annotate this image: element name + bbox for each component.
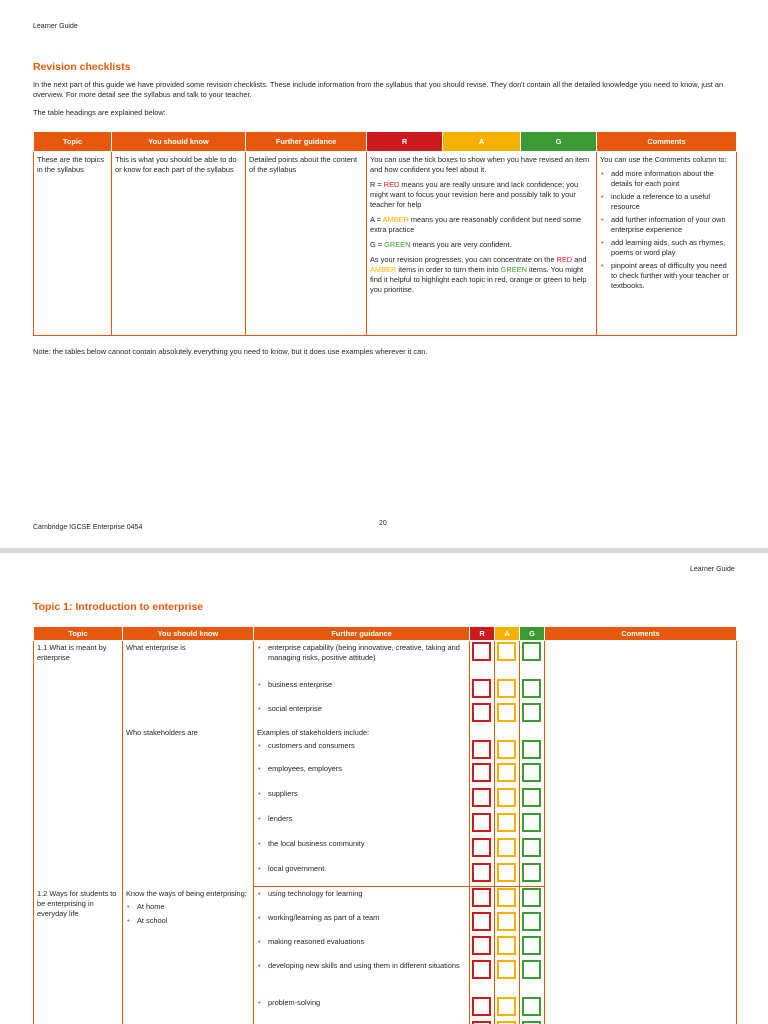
a-cell (495, 862, 520, 887)
guidance-cell (254, 862, 470, 887)
guidance-cell (254, 812, 470, 837)
g-cell (520, 678, 545, 702)
a-cell (495, 887, 520, 911)
red-checkbox[interactable] (472, 813, 491, 832)
amber-checkbox[interactable] (497, 960, 516, 979)
green-checkbox[interactable] (522, 740, 541, 759)
red-checkbox[interactable] (472, 960, 491, 979)
r-cell (470, 702, 495, 726)
a-cell (495, 935, 520, 959)
green-checkbox[interactable] (522, 763, 541, 782)
topic-cell: These are the topics in the syllabus (34, 152, 112, 336)
guidance-cell (254, 641, 470, 678)
topic-1-checklist (33, 626, 737, 1024)
list-item: • employees, employers (257, 764, 466, 774)
section-title: Revision checklists (33, 61, 131, 73)
list-item: • making reasoned evaluations (257, 937, 466, 947)
amber-checkbox[interactable] (497, 788, 516, 807)
know-cell: This is what you should be able to do or know for each part of the syllabus (112, 152, 246, 336)
g-cell (520, 996, 545, 1020)
red-checkbox[interactable] (472, 642, 491, 661)
know-list (126, 902, 250, 926)
page-2 (0, 553, 768, 1024)
r-cell (470, 837, 495, 862)
col-comments: Comments (545, 627, 737, 641)
running-header: Learner Guide (690, 566, 735, 573)
col-topic: Topic (34, 132, 112, 152)
know-cell (123, 887, 254, 1024)
g-cell (520, 959, 545, 996)
intro-paragraph-2: The table headings are explained below: (33, 108, 166, 117)
amber-checkbox[interactable] (497, 763, 516, 782)
red-checkbox[interactable] (472, 888, 491, 907)
r-cell (470, 641, 495, 678)
rag-intro: You can use the tick boxes to show when you have revised an item and how confident you feel about it. (370, 155, 590, 174)
red-checkbox[interactable] (472, 997, 491, 1016)
list-item: • add further information of your own enterprise experience (600, 215, 733, 235)
table-header-row (34, 132, 737, 152)
rag-green-explanation: G = GREEN means you are very confident. (370, 240, 512, 249)
g-cell (520, 887, 545, 911)
note: Note: the tables below cannot contain absolutely everything you need to know, but it does use examples wherever it can. (33, 347, 428, 356)
a-cell (495, 762, 520, 787)
guidance-cell (254, 726, 470, 762)
a-cell (495, 1020, 520, 1024)
col-a: A (443, 132, 521, 152)
list-item: • working/learning as part of a team (257, 913, 466, 923)
col-r: R (367, 132, 443, 152)
list-item: • suppliers (257, 789, 466, 799)
col-know: You should know (112, 132, 246, 152)
list-item: • customers and consumers (257, 741, 466, 751)
table-row (34, 152, 737, 336)
guidance-cell (254, 762, 470, 787)
guidance-cell (254, 887, 470, 911)
guidance-cell (254, 996, 470, 1020)
a-cell (495, 787, 520, 812)
a-cell (495, 678, 520, 702)
g-cell (520, 935, 545, 959)
list-item: • the local business community (257, 839, 466, 849)
rag-cell (367, 152, 597, 336)
a-cell (495, 641, 520, 678)
list-item: • developing new skills and using them in different situations (257, 961, 466, 971)
comments-cell[interactable] (545, 641, 737, 887)
g-cell (520, 812, 545, 837)
green-checkbox[interactable] (522, 1021, 541, 1024)
list-item: • local government. (257, 864, 466, 874)
list-item: • problem-solving (257, 998, 466, 1008)
g-cell (520, 862, 545, 887)
amber-checkbox[interactable] (497, 1021, 516, 1024)
guidance-cell (254, 935, 470, 959)
r-cell (470, 935, 495, 959)
guidance-cell (254, 959, 470, 996)
a-cell (495, 702, 520, 726)
table-header-row (34, 627, 737, 641)
green-checkbox[interactable] (522, 703, 541, 722)
guidance-cell (254, 702, 470, 726)
col-g: G (521, 132, 597, 152)
col-guidance: Further guidance (246, 132, 367, 152)
col-a: A (495, 627, 520, 641)
col-comments: Comments (597, 132, 737, 152)
topic-title: Topic 1: Introduction to enterprise (33, 601, 204, 613)
topic-cell: 1.1 What is meant by enterprise (34, 641, 123, 887)
know-cell: What enterprise is (123, 641, 254, 726)
amber-checkbox[interactable] (497, 912, 516, 931)
rag-red-explanation: R = RED means you are really unsure and lack confidence; you might want to focus your revision here and possibly talk to your teacher for help (370, 180, 579, 209)
r-cell (470, 678, 495, 702)
red-checkbox[interactable] (472, 679, 491, 698)
green-checkbox[interactable] (522, 788, 541, 807)
guidance-cell: Detailed points about the content of the syllabus (246, 152, 367, 336)
a-cell (495, 812, 520, 837)
red-checkbox[interactable] (472, 838, 491, 857)
list-item: • add learning aids, such as rhymes, poems or word play (600, 238, 733, 258)
red-checkbox[interactable] (472, 936, 491, 955)
g-cell (520, 726, 545, 762)
amber-checkbox[interactable] (497, 642, 516, 661)
list-item: • pinpoint areas of difficulty you need to check further with your teacher or textbooks. (600, 261, 733, 291)
table-row (34, 887, 737, 911)
g-cell (520, 787, 545, 812)
comments-cell (597, 152, 737, 336)
r-cell (470, 787, 495, 812)
footer-title: Cambridge IGCSE Enterprise 0454 (33, 524, 143, 531)
r-cell (470, 887, 495, 911)
stakeholders-intro: Examples of stakeholders include: (257, 727, 370, 737)
r-cell (470, 862, 495, 887)
guidance-cell (254, 911, 470, 935)
list-item: • business enterprise (257, 680, 466, 690)
g-cell (520, 837, 545, 862)
green-checkbox[interactable] (522, 888, 541, 907)
green-checkbox[interactable] (522, 936, 541, 955)
r-cell (470, 1020, 495, 1024)
intro-paragraph: In the next part of this guide we have provided some revision checklists. These include information from the syllabus that you should revise. They don't contain all the detailed knowledge you need to know, just an overview. For more detail see the syllabus and talk to your teacher. (33, 80, 724, 99)
r-cell (470, 812, 495, 837)
green-checkbox[interactable] (522, 813, 541, 832)
guidance-cell (254, 837, 470, 862)
g-cell (520, 641, 545, 678)
r-cell (470, 762, 495, 787)
list-item: • using technology for learning (257, 889, 466, 899)
col-guidance: Further guidance (254, 627, 470, 641)
amber-checkbox[interactable] (497, 740, 516, 759)
r-cell (470, 996, 495, 1020)
rag-progress: As your revision progresses, you can concentrate on the RED and AMBER items in order to turn them into GREEN items. You might find it helpful to highlight each topic in red, orange or green to help you prioritise. (370, 255, 587, 294)
green-checkbox[interactable] (522, 997, 541, 1016)
col-r: R (470, 627, 495, 641)
red-checkbox[interactable] (472, 788, 491, 807)
red-checkbox[interactable] (472, 1021, 491, 1024)
list-item: • add more information about the details for each point (600, 169, 733, 189)
amber-checkbox[interactable] (497, 813, 516, 832)
green-checkbox[interactable] (522, 642, 541, 661)
topic-cell: 1.2 Ways for students to be enterprising in everyday life (34, 887, 123, 1024)
amber-checkbox[interactable] (497, 679, 516, 698)
a-cell (495, 996, 520, 1020)
col-know: You should know (123, 627, 254, 641)
know-cell: Who stakeholders are (123, 726, 254, 887)
guidance-cell (254, 678, 470, 702)
list-item: • social enterprise (257, 704, 466, 714)
comments-list (600, 169, 733, 291)
red-checkbox[interactable] (472, 912, 491, 931)
list-item: • At home (126, 902, 250, 912)
a-cell (495, 837, 520, 862)
guidance-cell (254, 787, 470, 812)
amber-checkbox[interactable] (497, 936, 516, 955)
list-item: • At school (126, 916, 250, 926)
guidance-cell (254, 1020, 470, 1024)
r-cell (470, 959, 495, 996)
amber-checkbox[interactable] (497, 863, 516, 882)
g-cell (520, 911, 545, 935)
table-row (34, 641, 737, 678)
comments-cell[interactable] (545, 887, 737, 1024)
r-cell (470, 911, 495, 935)
list-item: • lenders (257, 814, 466, 824)
list-item: • enterprise capability (being innovative, creative, taking and managing risks, positive attitude) (257, 643, 466, 663)
g-cell (520, 702, 545, 726)
a-cell (495, 911, 520, 935)
page-number: 20 (379, 520, 387, 527)
comments-intro: You can use the Comments column to: (600, 155, 727, 164)
amber-checkbox[interactable] (497, 703, 516, 722)
a-cell (495, 726, 520, 762)
amber-checkbox[interactable] (497, 838, 516, 857)
headings-table (33, 131, 737, 336)
red-checkbox[interactable] (472, 703, 491, 722)
running-header: Learner Guide (33, 23, 78, 30)
list-item: • include a reference to a useful resource (600, 192, 733, 212)
a-cell (495, 959, 520, 996)
red-checkbox[interactable] (472, 763, 491, 782)
amber-checkbox[interactable] (497, 888, 516, 907)
green-checkbox[interactable] (522, 838, 541, 857)
green-checkbox[interactable] (522, 960, 541, 979)
rag-amber-explanation: A = AMBER means you are reasonably confident but need some extra practice (370, 215, 581, 234)
col-g: G (520, 627, 545, 641)
g-cell (520, 762, 545, 787)
green-checkbox[interactable] (522, 912, 541, 931)
red-checkbox[interactable] (472, 863, 491, 882)
amber-checkbox[interactable] (497, 997, 516, 1016)
green-checkbox[interactable] (522, 863, 541, 882)
red-checkbox[interactable] (472, 740, 491, 759)
g-cell (520, 1020, 545, 1024)
know-text: Know the ways of being enterprising: (126, 888, 247, 898)
r-cell (470, 726, 495, 762)
green-checkbox[interactable] (522, 679, 541, 698)
col-topic: Topic (34, 627, 123, 641)
